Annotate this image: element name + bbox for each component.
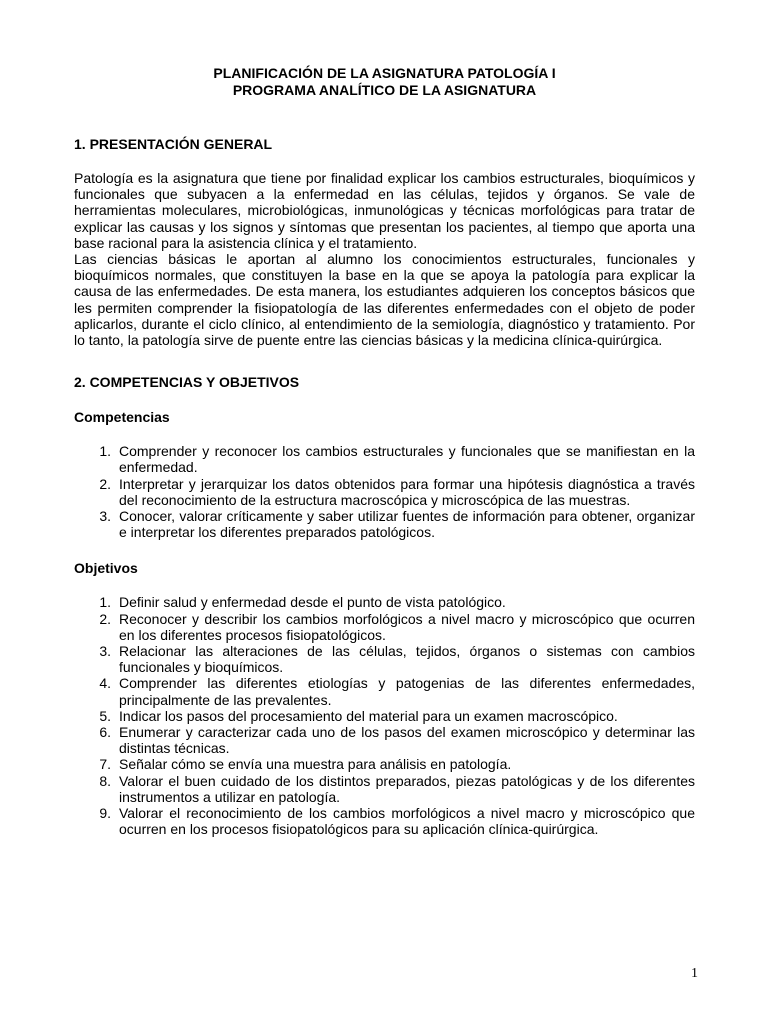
list-item-text: Valorar el buen cuidado de los distintos preparados, piezas patológicas y de los diferentes instrumentos a utilizar en patología. bbox=[119, 772, 695, 805]
list-item bbox=[74, 708, 695, 724]
list-item-text: Relacionar las alteraciones de las células, tejidos, órganos o sistemas con cambios funcionales y bioquímicos. bbox=[119, 643, 695, 676]
list-item bbox=[74, 643, 695, 675]
list-item-number: 3. bbox=[99, 508, 111, 525]
list-item bbox=[74, 594, 695, 610]
document-title-line-1: PLANIFICACIÓN DE LA ASIGNATURA PATOLOGÍA I bbox=[213, 65, 556, 81]
section-1-paragraph-1: Patología es la asignatura que tiene por finalidad explicar los cambios estructurales, bioquímicos y funcionales que subyacen a la enfermedad en las células, tejidos y órganos. Se vale de herramientas moleculares, microbiológicas, inmunológicas y técnicas morfológicas para tratar de explicar las causas y los signos y síntomas que presentan los pacientes, al tiempo que aporta una base racional para la asistencia clínica y el tratamiento. bbox=[74, 170, 695, 251]
section-2-heading: 2. COMPETENCIAS Y OBJETIVOS bbox=[74, 374, 300, 391]
section-1-heading: 1. PRESENTACIÓN GENERAL bbox=[74, 136, 273, 152]
list-item-text: Comprender las diferentes etiologías y patogenias de las diferentes enfermedades, principalmente de las prevalentes. bbox=[119, 675, 695, 708]
objetivos-heading: Objetivos bbox=[74, 560, 138, 577]
list-item bbox=[74, 724, 695, 756]
list-item-number: 1. bbox=[99, 594, 111, 611]
list-item-text: Comprender y reconocer los cambios estructurales y funcionales que se manifiestan en la enfermedad. bbox=[119, 443, 695, 476]
objetivos-list bbox=[74, 594, 695, 837]
list-item-number: 2. bbox=[99, 610, 111, 627]
list-item-number: 7. bbox=[99, 756, 111, 773]
list-item-text: Interpretar y jerarquizar los datos obtenidos para formar una hipótesis diagnóstica a través del reconocimiento de la estructura macroscópica y microscópica de las muestras. bbox=[119, 475, 695, 508]
competencias-list bbox=[74, 443, 695, 540]
competencias-heading: Competencias bbox=[74, 409, 170, 426]
list-item-text: Valorar el reconocimiento de los cambios morfológicos a nivel macro y microscópico que ocurren en los procesos fisiopatológicos para su aplicación clínica-quirúrgica. bbox=[119, 805, 695, 838]
page-number: 1 bbox=[691, 966, 698, 981]
list-item-number: 8. bbox=[99, 772, 111, 789]
list-item-text: Enumerar y caracterizar cada uno de los pasos del examen microscópico y determinar las distintas técnicas. bbox=[119, 724, 695, 757]
list-item bbox=[74, 756, 695, 772]
list-item bbox=[74, 611, 695, 643]
list-item bbox=[74, 443, 695, 475]
list-item-text: Definir salud y enfermedad desde el punto de vista patológico. bbox=[119, 594, 506, 611]
list-item bbox=[74, 476, 695, 508]
list-item-number: 1. bbox=[99, 443, 111, 460]
document-title-line-2: PROGRAMA ANALÍTICO DE LA ASIGNATURA bbox=[232, 82, 537, 98]
list-item-number: 3. bbox=[99, 643, 111, 660]
list-item-number: 5. bbox=[99, 707, 111, 724]
list-item-number: 4. bbox=[99, 675, 111, 692]
list-item-text: Señalar cómo se envía una muestra para análisis en patología. bbox=[119, 756, 512, 773]
list-item-text: Reconocer y describir los cambios morfológicos a nivel macro y microscópico que ocurren en los diferentes procesos fisiopatológicos. bbox=[119, 610, 695, 643]
document-content bbox=[74, 65, 695, 838]
list-item bbox=[74, 773, 695, 805]
list-item-text: Conocer, valorar críticamente y saber utilizar fuentes de información para obtener, organizar e interpretar los diferentes preparados patológicos. bbox=[119, 508, 695, 541]
list-item bbox=[74, 508, 695, 540]
list-item-number: 9. bbox=[99, 805, 111, 822]
section-1-paragraph-2: Las ciencias básicas le aportan al alumno los conocimientos estructurales, funcionales y bioquímicos normales, que constituyen la base en la que se apoya la patología para explicar la causa de las enfermedades. De esta manera, los estudiantes adquieren los conceptos básicos que les permiten comprender la fisiopatología de las diferentes enfermedades con el objeto de poder aplicarlos, durante el ciclo clínico, al entendimiento de la semiología, diagnóstico y tratamiento. Por lo tanto, la patología sirve de puente entre las ciencias básicas y la medicina clínica-quirúrgica. bbox=[74, 251, 695, 349]
list-item bbox=[74, 675, 695, 707]
list-item-text: Indicar los pasos del procesamiento del material para un examen macroscópico. bbox=[119, 707, 618, 724]
list-item bbox=[74, 805, 695, 837]
list-item-number: 6. bbox=[99, 724, 111, 741]
list-item-number: 2. bbox=[99, 475, 111, 492]
